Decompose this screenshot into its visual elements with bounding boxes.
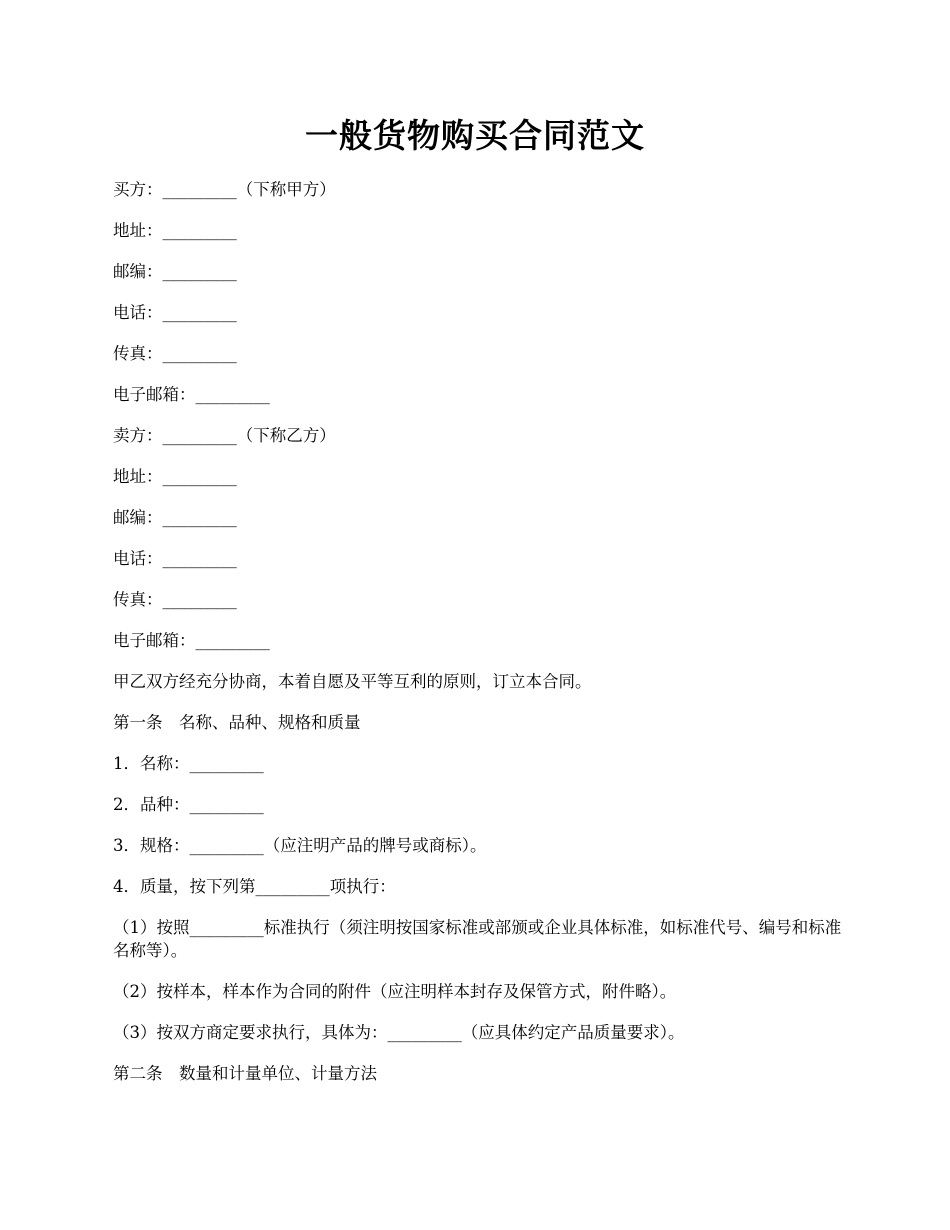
item-quality-line: 4．质量，按下列第_________项执行：: [113, 877, 396, 896]
buyer-phone-line: 电话：_________: [113, 303, 237, 322]
document-title: 一般货物购买合同范文: [305, 116, 645, 155]
buyer-postcode-line: 邮编：_________: [113, 262, 237, 281]
seller-postcode-line: 邮编：_________: [113, 508, 237, 527]
seller-phone-line: 电话：_________: [113, 549, 237, 568]
item-variety-line: 2．品种：_________: [113, 795, 264, 814]
seller-address-line: 地址：_________: [113, 467, 237, 486]
article-two-heading: 第二条 数量和计量单位、计量方法: [113, 1064, 377, 1083]
seller-fax-line: 传真：_________: [113, 590, 237, 609]
quality-option-2: （2）按样本，样本作为合同的附件（应注明样本封存及保管方式，附件略）。: [113, 982, 677, 1001]
quality-option-1: （1）按照_________标准执行（须注明按国家标准或部颁或企业具体标准，如标准代号、编号和标准名称等）。: [113, 918, 842, 960]
buyer-name-line: 买方：_________（下称甲方）: [113, 180, 336, 199]
buyer-fax-line: 传真：_________: [113, 344, 237, 363]
article-one-heading: 第一条 名称、品种、规格和质量: [113, 713, 361, 732]
quality-option-3: （3）按双方商定要求执行，具体为：_________（应具体约定产品质量要求）。: [113, 1023, 685, 1042]
item-spec-line: 3．规格：_________（应注明产品的牌号或商标）。: [113, 836, 487, 855]
item-name-line: 1．名称：_________: [113, 754, 264, 773]
buyer-address-line: 地址：_________: [113, 221, 237, 240]
agreement-intro: 甲乙双方经充分协商，本着自愿及平等互利的原则，订立本合同。: [113, 672, 592, 691]
document-body: [113, 178, 843, 1103]
seller-email-line: 电子邮箱：_________: [113, 631, 270, 650]
seller-name-line: 卖方：_________（下称乙方）: [113, 426, 336, 445]
buyer-email-line: 电子邮箱：_________: [113, 385, 270, 404]
